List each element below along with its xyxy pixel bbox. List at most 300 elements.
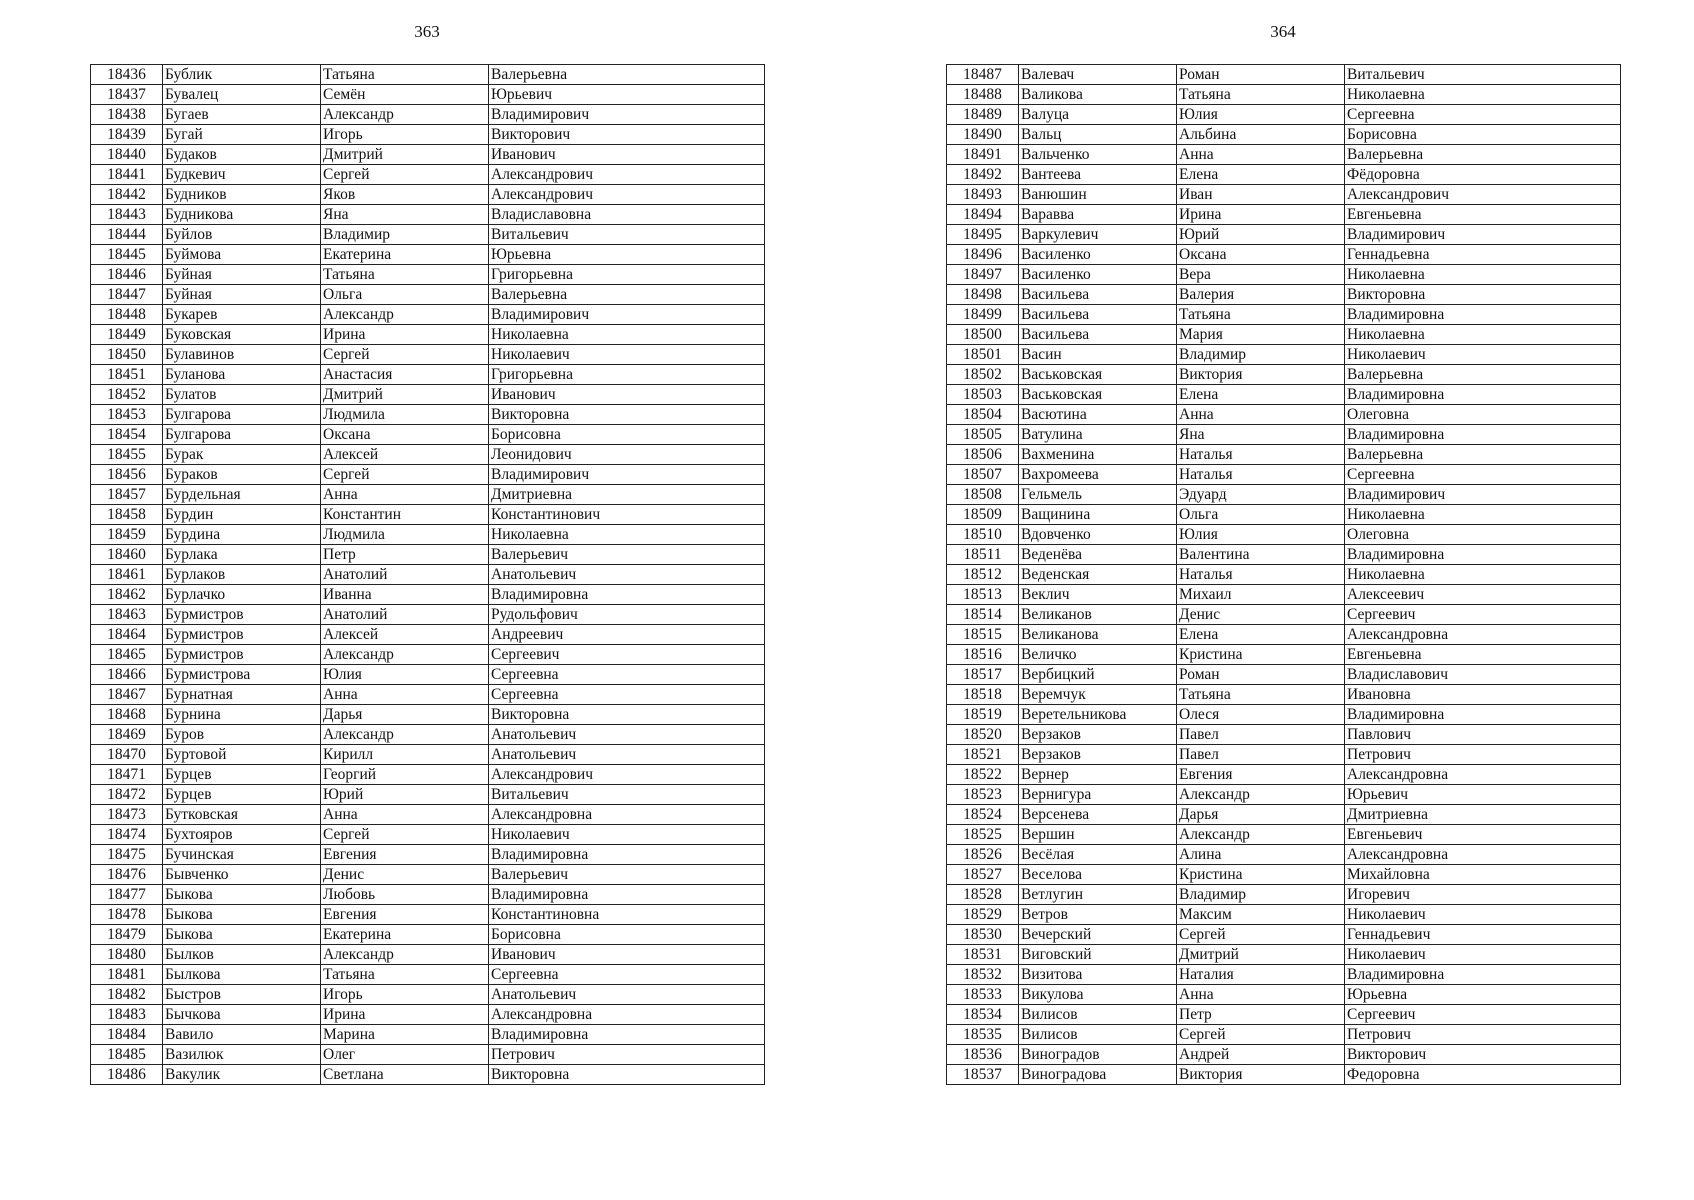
first-name-cell: Кирилл xyxy=(321,745,489,765)
table-row xyxy=(947,165,1621,185)
record-number-cell: 18493 xyxy=(947,185,1019,205)
first-name-cell: Владимир xyxy=(1177,345,1345,365)
first-name-cell: Игорь xyxy=(321,985,489,1005)
surname-cell: Валикова xyxy=(1019,85,1177,105)
table-row xyxy=(91,1045,765,1065)
patronymic-cell: Владимировна xyxy=(489,1025,765,1045)
table-row xyxy=(91,965,765,985)
patronymic-cell: Витальевич xyxy=(489,225,765,245)
table-row xyxy=(947,65,1621,85)
table-row xyxy=(91,565,765,585)
table-row xyxy=(91,905,765,925)
surname-cell: Василенко xyxy=(1019,265,1177,285)
surname-cell: Будникова xyxy=(163,205,321,225)
first-name-cell: Дарья xyxy=(1177,805,1345,825)
record-number-cell: 18495 xyxy=(947,225,1019,245)
first-name-cell: Сергей xyxy=(321,345,489,365)
table-row xyxy=(91,145,765,165)
table-row xyxy=(947,885,1621,905)
patronymic-cell: Леонидович xyxy=(489,445,765,465)
record-number-cell: 18457 xyxy=(91,485,163,505)
record-number-cell: 18448 xyxy=(91,305,163,325)
first-name-cell: Сергей xyxy=(321,465,489,485)
patronymic-cell: Николаевна xyxy=(1345,505,1621,525)
patronymic-cell: Иванович xyxy=(489,145,765,165)
table-row xyxy=(947,445,1621,465)
patronymic-cell: Витальевич xyxy=(489,785,765,805)
first-name-cell: Светлана xyxy=(321,1065,489,1085)
table-row xyxy=(91,205,765,225)
table-row xyxy=(947,125,1621,145)
record-number-cell: 18512 xyxy=(947,565,1019,585)
first-name-cell: Татьяна xyxy=(321,965,489,985)
patronymic-cell: Владимировна xyxy=(1345,425,1621,445)
first-name-cell: Иван xyxy=(1177,185,1345,205)
table-row xyxy=(91,445,765,465)
first-name-cell: Павел xyxy=(1177,745,1345,765)
first-name-cell: Анна xyxy=(321,485,489,505)
record-number-cell: 18481 xyxy=(91,965,163,985)
surname-cell: Буковская xyxy=(163,325,321,345)
patronymic-cell: Владимирович xyxy=(489,105,765,125)
patronymic-cell: Викторовна xyxy=(1345,285,1621,305)
surname-cell: Вечерский xyxy=(1019,925,1177,945)
patronymic-cell: Иванович xyxy=(489,945,765,965)
record-number-cell: 18503 xyxy=(947,385,1019,405)
record-number-cell: 18532 xyxy=(947,965,1019,985)
table-row xyxy=(947,945,1621,965)
surname-cell: Бычкова xyxy=(163,1005,321,1025)
table-row xyxy=(947,545,1621,565)
first-name-cell: Олег xyxy=(321,1045,489,1065)
record-number-cell: 18507 xyxy=(947,465,1019,485)
patronymic-cell: Борисовна xyxy=(1345,125,1621,145)
first-name-cell: Александр xyxy=(1177,825,1345,845)
surname-cell: Виноградов xyxy=(1019,1045,1177,1065)
surname-cell: Валуца xyxy=(1019,105,1177,125)
table-row xyxy=(91,1005,765,1025)
first-name-cell: Алексей xyxy=(321,445,489,465)
table-row xyxy=(91,805,765,825)
record-number-cell: 18452 xyxy=(91,385,163,405)
record-number-cell: 18459 xyxy=(91,525,163,545)
record-number-cell: 18500 xyxy=(947,325,1019,345)
first-name-cell: Владимир xyxy=(321,225,489,245)
table-row xyxy=(947,1005,1621,1025)
table-row xyxy=(91,645,765,665)
first-name-cell: Наталья xyxy=(1177,465,1345,485)
page-number: 363 xyxy=(414,22,440,41)
patronymic-cell: Николаевна xyxy=(1345,85,1621,105)
record-number-cell: 18529 xyxy=(947,905,1019,925)
first-name-cell: Максим xyxy=(1177,905,1345,925)
surname-cell: Вилисов xyxy=(1019,1025,1177,1045)
table-row xyxy=(947,465,1621,485)
patronymic-cell: Евгеньевна xyxy=(1345,645,1621,665)
first-name-cell: Павел xyxy=(1177,725,1345,745)
page-number: 364 xyxy=(1270,22,1296,41)
first-name-cell: Семён xyxy=(321,85,489,105)
first-name-cell: Александр xyxy=(321,305,489,325)
first-name-cell: Кристина xyxy=(1177,645,1345,665)
patronymic-cell: Геннадьевич xyxy=(1345,925,1621,945)
first-name-cell: Сергей xyxy=(1177,925,1345,945)
record-number-cell: 18524 xyxy=(947,805,1019,825)
patronymic-cell: Викторович xyxy=(489,125,765,145)
record-number-cell: 18525 xyxy=(947,825,1019,845)
first-name-cell: Валерия xyxy=(1177,285,1345,305)
record-number-cell: 18449 xyxy=(91,325,163,345)
table-row xyxy=(91,265,765,285)
record-number-cell: 18530 xyxy=(947,925,1019,945)
table-row xyxy=(947,785,1621,805)
table-row xyxy=(947,1045,1621,1065)
first-name-cell: Юрий xyxy=(1177,225,1345,245)
patronymic-cell: Александровна xyxy=(1345,845,1621,865)
patronymic-cell: Игоревич xyxy=(1345,885,1621,905)
table-row xyxy=(91,505,765,525)
patronymic-cell: Николаевич xyxy=(489,825,765,845)
record-number-cell: 18443 xyxy=(91,205,163,225)
patronymic-cell: Владимировна xyxy=(489,845,765,865)
surname-cell: Былкова xyxy=(163,965,321,985)
patronymic-cell: Николаевич xyxy=(1345,905,1621,925)
table-row xyxy=(91,405,765,425)
patronymic-cell: Юрьевна xyxy=(1345,985,1621,1005)
patronymic-cell: Ивановна xyxy=(1345,685,1621,705)
first-name-cell: Анна xyxy=(321,685,489,705)
record-number-cell: 18456 xyxy=(91,465,163,485)
patronymic-cell: Николаевна xyxy=(1345,325,1621,345)
surname-cell: Букарев xyxy=(163,305,321,325)
surname-cell: Вальц xyxy=(1019,125,1177,145)
table-row xyxy=(91,345,765,365)
patronymic-cell: Анатольевич xyxy=(489,985,765,1005)
patronymic-cell: Григорьевна xyxy=(489,265,765,285)
table-row xyxy=(91,865,765,885)
table-row xyxy=(947,765,1621,785)
table-row xyxy=(947,685,1621,705)
table-row xyxy=(91,665,765,685)
surname-cell: Бурдина xyxy=(163,525,321,545)
record-number-cell: 18499 xyxy=(947,305,1019,325)
table-row xyxy=(91,185,765,205)
patronymic-cell: Иванович xyxy=(489,385,765,405)
patronymic-cell: Викторович xyxy=(1345,1045,1621,1065)
surname-cell: Буланова xyxy=(163,365,321,385)
table-row xyxy=(947,1065,1621,1085)
surname-cell: Вавило xyxy=(163,1025,321,1045)
table-row xyxy=(947,425,1621,445)
surname-cell: Бывченко xyxy=(163,865,321,885)
patronymic-cell: Валерьевна xyxy=(1345,365,1621,385)
first-name-cell: Юрий xyxy=(321,785,489,805)
table-row xyxy=(947,625,1621,645)
first-name-cell: Сергей xyxy=(321,825,489,845)
patronymic-cell: Викторовна xyxy=(489,1065,765,1085)
surname-cell: Вдовченко xyxy=(1019,525,1177,545)
table-row xyxy=(91,465,765,485)
table-row xyxy=(91,725,765,745)
surname-cell: Викулова xyxy=(1019,985,1177,1005)
patronymic-cell: Владимировна xyxy=(1345,705,1621,725)
surname-cell: Ватулина xyxy=(1019,425,1177,445)
patronymic-cell: Сергеевич xyxy=(1345,1005,1621,1025)
patronymic-cell: Владимировна xyxy=(489,585,765,605)
record-number-cell: 18469 xyxy=(91,725,163,745)
patronymic-cell: Сергеевич xyxy=(489,645,765,665)
surname-cell: Будников xyxy=(163,185,321,205)
record-number-cell: 18464 xyxy=(91,625,163,645)
surname-cell: Бурнатная xyxy=(163,685,321,705)
first-name-cell: Алексей xyxy=(321,625,489,645)
first-name-cell: Александр xyxy=(321,725,489,745)
record-number-cell: 18533 xyxy=(947,985,1019,1005)
first-name-cell: Мария xyxy=(1177,325,1345,345)
record-number-cell: 18535 xyxy=(947,1025,1019,1045)
surname-cell: Великанова xyxy=(1019,625,1177,645)
table-row xyxy=(947,145,1621,165)
table-row xyxy=(91,165,765,185)
record-number-cell: 18468 xyxy=(91,705,163,725)
patronymic-cell: Константиновна xyxy=(489,905,765,925)
first-name-cell: Александр xyxy=(321,105,489,125)
record-number-cell: 18494 xyxy=(947,205,1019,225)
first-name-cell: Ирина xyxy=(321,1005,489,1025)
record-number-cell: 18536 xyxy=(947,1045,1019,1065)
record-number-cell: 18502 xyxy=(947,365,1019,385)
first-name-cell: Дмитрий xyxy=(321,385,489,405)
first-name-cell: Татьяна xyxy=(1177,305,1345,325)
first-name-cell: Анатолий xyxy=(321,605,489,625)
record-number-cell: 18437 xyxy=(91,85,163,105)
record-number-cell: 18445 xyxy=(91,245,163,265)
table-row xyxy=(91,885,765,905)
record-number-cell: 18486 xyxy=(91,1065,163,1085)
record-number-cell: 18446 xyxy=(91,265,163,285)
surname-cell: Бучинская xyxy=(163,845,321,865)
record-number-cell: 18515 xyxy=(947,625,1019,645)
table-row xyxy=(947,305,1621,325)
surname-cell: Веденская xyxy=(1019,565,1177,585)
record-number-cell: 18488 xyxy=(947,85,1019,105)
record-number-cell: 18461 xyxy=(91,565,163,585)
patronymic-cell: Михайловна xyxy=(1345,865,1621,885)
table-row xyxy=(947,925,1621,945)
patronymic-cell: Викторовна xyxy=(489,405,765,425)
record-number-cell: 18474 xyxy=(91,825,163,845)
patronymic-cell: Олеговна xyxy=(1345,525,1621,545)
patronymic-cell: Александровна xyxy=(489,805,765,825)
first-name-cell: Александр xyxy=(321,945,489,965)
patronymic-cell: Сергеевич xyxy=(1345,605,1621,625)
patronymic-cell: Владимировна xyxy=(1345,385,1621,405)
patronymic-cell: Александрович xyxy=(489,765,765,785)
patronymic-cell: Петрович xyxy=(1345,745,1621,765)
surname-cell: Буйная xyxy=(163,285,321,305)
table-row xyxy=(947,365,1621,385)
first-name-cell: Людмила xyxy=(321,525,489,545)
record-number-cell: 18513 xyxy=(947,585,1019,605)
first-name-cell: Роман xyxy=(1177,665,1345,685)
first-name-cell: Игорь xyxy=(321,125,489,145)
surname-cell: Верзаков xyxy=(1019,725,1177,745)
first-name-cell: Анна xyxy=(1177,985,1345,1005)
patronymic-cell: Владимирович xyxy=(1345,485,1621,505)
surname-cell: Вернер xyxy=(1019,765,1177,785)
first-name-cell: Татьяна xyxy=(321,65,489,85)
surname-cell: Ветров xyxy=(1019,905,1177,925)
patronymic-cell: Владимирович xyxy=(1345,225,1621,245)
table-row xyxy=(947,705,1621,725)
table-row xyxy=(91,925,765,945)
record-number-cell: 18517 xyxy=(947,665,1019,685)
record-number-cell: 18491 xyxy=(947,145,1019,165)
first-name-cell: Оксана xyxy=(1177,245,1345,265)
patronymic-cell: Юрьевич xyxy=(489,85,765,105)
table-row xyxy=(947,865,1621,885)
surname-cell: Буров xyxy=(163,725,321,745)
patronymic-cell: Геннадьевна xyxy=(1345,245,1621,265)
first-name-cell: Валентина xyxy=(1177,545,1345,565)
record-number-cell: 18516 xyxy=(947,645,1019,665)
surname-cell: Бурцев xyxy=(163,785,321,805)
table-row xyxy=(947,725,1621,745)
table-row xyxy=(947,205,1621,225)
record-number-cell: 18484 xyxy=(91,1025,163,1045)
table-row xyxy=(91,125,765,145)
first-name-cell: Олеся xyxy=(1177,705,1345,725)
first-name-cell: Альбина xyxy=(1177,125,1345,145)
record-number-cell: 18455 xyxy=(91,445,163,465)
table-row xyxy=(91,1065,765,1085)
first-name-cell: Эдуард xyxy=(1177,485,1345,505)
record-number-cell: 18444 xyxy=(91,225,163,245)
table-row xyxy=(947,965,1621,985)
surname-cell: Вакулик xyxy=(163,1065,321,1085)
table-row xyxy=(91,105,765,125)
record-number-cell: 18453 xyxy=(91,405,163,425)
first-name-cell: Анна xyxy=(1177,145,1345,165)
patronymic-cell: Владимирович xyxy=(489,305,765,325)
table-row xyxy=(947,105,1621,125)
first-name-cell: Яна xyxy=(321,205,489,225)
surname-cell: Бурдин xyxy=(163,505,321,525)
surname-cell: Веселова xyxy=(1019,865,1177,885)
record-number-cell: 18511 xyxy=(947,545,1019,565)
record-number-cell: 18466 xyxy=(91,665,163,685)
table-row xyxy=(91,765,765,785)
first-name-cell: Марина xyxy=(321,1025,489,1045)
record-number-cell: 18527 xyxy=(947,865,1019,885)
surname-cell: Вахромеева xyxy=(1019,465,1177,485)
record-number-cell: 18523 xyxy=(947,785,1019,805)
surname-cell: Бурак xyxy=(163,445,321,465)
surname-cell: Бугаев xyxy=(163,105,321,125)
record-number-cell: 18498 xyxy=(947,285,1019,305)
surname-cell: Быкова xyxy=(163,925,321,945)
record-number-cell: 18519 xyxy=(947,705,1019,725)
record-number-cell: 18505 xyxy=(947,425,1019,445)
first-name-cell: Наталья xyxy=(1177,565,1345,585)
first-name-cell: Наталия xyxy=(1177,965,1345,985)
record-number-cell: 18510 xyxy=(947,525,1019,545)
record-number-cell: 18534 xyxy=(947,1005,1019,1025)
record-number-cell: 18439 xyxy=(91,125,163,145)
surname-cell: Будаков xyxy=(163,145,321,165)
table-row xyxy=(947,845,1621,865)
surname-cell: Булавинов xyxy=(163,345,321,365)
patronymic-cell: Сергеевна xyxy=(489,965,765,985)
surname-cell: Буйная xyxy=(163,265,321,285)
surname-cell: Бухтояров xyxy=(163,825,321,845)
first-name-cell: Виктория xyxy=(1177,1065,1345,1085)
first-name-cell: Кристина xyxy=(1177,865,1345,885)
patronymic-cell: Николаевич xyxy=(1345,945,1621,965)
table-row xyxy=(91,845,765,865)
surname-cell: Васильева xyxy=(1019,305,1177,325)
table-row xyxy=(947,345,1621,365)
patronymic-cell: Владиславовна xyxy=(489,205,765,225)
record-number-cell: 18506 xyxy=(947,445,1019,465)
surname-cell: Вазилюк xyxy=(163,1045,321,1065)
first-name-cell: Иванна xyxy=(321,585,489,605)
first-name-cell: Александр xyxy=(1177,785,1345,805)
table-row xyxy=(91,245,765,265)
record-number-cell: 18472 xyxy=(91,785,163,805)
patronymic-cell: Владимировна xyxy=(1345,545,1621,565)
table-row xyxy=(947,265,1621,285)
first-name-cell: Яна xyxy=(1177,425,1345,445)
record-number-cell: 18483 xyxy=(91,1005,163,1025)
surname-cell: Вербицкий xyxy=(1019,665,1177,685)
surname-cell: Ващинина xyxy=(1019,505,1177,525)
table-row xyxy=(947,565,1621,585)
table-row xyxy=(947,85,1621,105)
patronymic-cell: Анатольевич xyxy=(489,565,765,585)
first-name-cell: Дмитрий xyxy=(321,145,489,165)
first-name-cell: Алина xyxy=(1177,845,1345,865)
first-name-cell: Екатерина xyxy=(321,925,489,945)
page-right xyxy=(946,0,1620,1200)
surname-cell: Васильева xyxy=(1019,285,1177,305)
table-row xyxy=(947,385,1621,405)
first-name-cell: Екатерина xyxy=(321,245,489,265)
patronymic-cell: Фёдоровна xyxy=(1345,165,1621,185)
surname-cell: Бурлачко xyxy=(163,585,321,605)
surname-cell: Бурмистров xyxy=(163,625,321,645)
record-number-cell: 18504 xyxy=(947,405,1019,425)
patronymic-cell: Николаевич xyxy=(489,345,765,365)
surname-cell: Виговский xyxy=(1019,945,1177,965)
surname-cell: Бурлака xyxy=(163,545,321,565)
roster-table xyxy=(90,64,765,1085)
surname-cell: Булгарова xyxy=(163,425,321,445)
record-number-cell: 18518 xyxy=(947,685,1019,705)
surname-cell: Былков xyxy=(163,945,321,965)
record-number-cell: 18501 xyxy=(947,345,1019,365)
surname-cell: Бурмистров xyxy=(163,645,321,665)
record-number-cell: 18528 xyxy=(947,885,1019,905)
patronymic-cell: Александрович xyxy=(1345,185,1621,205)
patronymic-cell: Борисовна xyxy=(489,425,765,445)
table-row xyxy=(947,585,1621,605)
first-name-cell: Анатолий xyxy=(321,565,489,585)
record-number-cell: 18473 xyxy=(91,805,163,825)
first-name-cell: Александр xyxy=(321,645,489,665)
surname-cell: Весёлая xyxy=(1019,845,1177,865)
table-row xyxy=(947,325,1621,345)
